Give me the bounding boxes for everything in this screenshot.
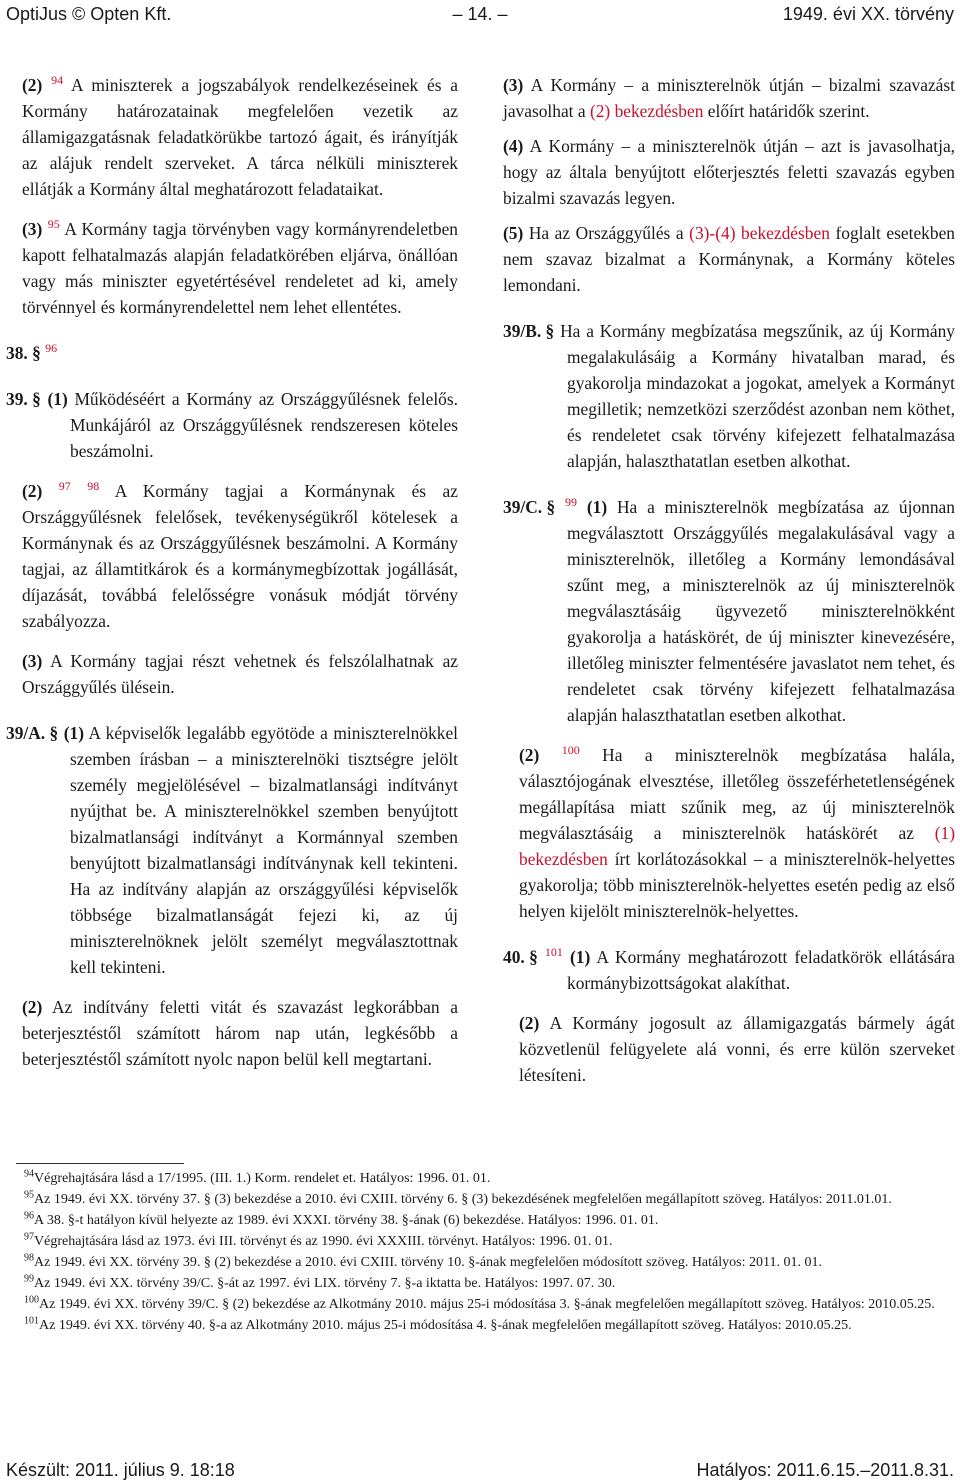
left-column [6,72,458,1072]
paragraph-number: (3) [22,651,43,671]
section-39-paragraph-1 [6,386,458,464]
section-40-paragraph-1 [503,944,955,996]
section-39c-paragraph-1 [503,494,955,728]
paragraph-number: (2) [22,997,43,1017]
section-40-paragraph-2 [503,1010,955,1088]
header-publisher: OptiJus © Opten Kft. [6,4,172,24]
paragraph-text: írt korlátozásokkal – a miniszterelnök-helyettes gyakorolja; több miniszterelnök-helyettes esetén pedig az első helyen kijelölt miniszterelnök-helyettes. [519,849,956,921]
paragraph-text: A Kormány tagjai részt vehetnek és felszólalhatnak az Országgyűlés ülésein. [22,651,459,697]
footnote-ref-99[interactable]: 99 [565,495,578,510]
section-number: 39/B. § [503,321,555,341]
footnote-101: $^{101}$Az 1949. évi XX. törvény 40. §-a az Alkotmány 2010. május 25-i módosítása 4. §-ának megfelelően megállapított szöveg. Hatályos: 2010.05.25. [24,1315,852,1333]
footnote-95: $^{95}$Az 1949. évi XX. törvény 37. § (3) bekezdése a 2010. évi CXIII. törvény 6. § (3) bekezdésének megfelelően megállapított szöveg. Hatályos: 2011.01.01. [24,1189,892,1207]
footnote-ref-98[interactable]: 98 [87,479,100,494]
paragraph-number: (2) [22,481,43,501]
paragraph-text: Az indítvány feletti vitát és szavazást legkorábban a beterjesztéstől számított három nap után, legkésőbb a beterjesztéstől számított nyolc napon belül kell megtartani. [22,997,458,1069]
page-header [0,4,960,25]
paragraph-number: (2) [519,1013,540,1033]
paragraph-3-confidence [503,72,955,124]
paragraph-3 [6,216,458,320]
section-39a-paragraph-2 [6,994,458,1072]
paragraph-text: előírt határidők szerint. [707,101,870,121]
section-number: 38. § [6,343,41,363]
footnote-ref-96[interactable]: 96 [45,341,58,356]
paragraph-text: Működéséért a Kormány az Országgyűlésnek felelős. Munkájáról az Országgyűlésnek rendszeresen köteles beszámolni. [70,389,458,461]
section-number: 40. § [503,947,538,967]
paragraph-number: (1) [63,723,84,743]
paragraph-text: A Kormány tagjai a Kormánynak és az Országgyűlésnek felelősek, tevékenységükről kötelesek a Kormánynak és az Országgyűlésnek beszámolni. A Kormány tagjai, az államtitkárok és a kormánymegbízottak jogállását, díjazását, továbbá felelősségre vonásuk módját törvény szabályozza. [22,481,458,631]
paragraph-number: (1) [47,389,68,409]
footnote-94: $^{94}$Végrehajtására lásd a 17/1995. (III. 1.) Korm. rendelet et. Hatályos: 1996. 01. 01. [24,1168,491,1186]
cross-reference-link[interactable]: (2) bekezdésben [589,101,704,121]
paragraph-4 [503,133,955,211]
footnote-100: $^{100}$Az 1949. évi XX. törvény 39/C. § (2) bekezdése az Alkotmány 2010. május 25-i módosítása 3. §-ának megfelelően megállapított szöveg. Hatályos: 2010.05.25. [24,1294,935,1312]
paragraph-text: A Kormány meghatározott feladatkörök ellátására kormánybizottságokat alakíthat. [567,947,955,993]
page-footer [0,1460,960,1481]
footnote-divider [16,1163,184,1164]
footnote-ref-101[interactable]: 101 [544,945,563,960]
paragraph-number: (3) [503,75,524,95]
paragraph-text: A Kormány jogosult az államigazgatás bármely ágát közvetlenül felügyelete alá vonni, és erre külön szerveket létesíteni. [519,1013,955,1085]
footer-validity-range: Hatályos: 2011.6.15.–2011.8.31. [696,1460,954,1480]
footnote-ref-94[interactable]: 94 [51,73,64,88]
footnotes [2,1168,956,1336]
paragraph-number: (2) [519,745,540,765]
paragraph-text: A miniszterek a jogszabályok rendelkezéseinek és a Kormány határozatainak megfelelően vezetik az államigazgatásnak feladatkörükbe tartozó ágait, és irányítják az alájuk rendelt szerveket. A tárca nélküli miniszterek ellátják a Kormány által meghatározott feladataikat. [22,75,458,199]
paragraph-text: A Kormány – a miniszterelnök útján – bizalmi szavazást javasolhat a [503,75,956,121]
section-39-paragraph-2 [6,478,458,634]
footnote-ref-100[interactable]: 100 [561,743,580,758]
paragraph-number: (2) [22,75,43,95]
paragraph-number: (1) [586,497,608,517]
section-39-paragraph-3 [6,648,458,700]
paragraph-text: A Kormány – a miniszterelnök útján – azt is javasolhatja, hogy az általa benyújtott előterjesztés feletti szavazás egyben bizalmi szavazás legyen. [503,136,956,208]
cross-reference-link[interactable]: (3)-(4) bekezdésben [689,223,830,243]
footer-generated-date: Készült: 2011. július 9. 18:18 [6,1460,235,1480]
footnote-99: $^{99}$Az 1949. évi XX. törvény 39/C. §-át az 1997. évi LIX. törvény 7. §-a iktatta be. Hatályos: 1997. 07. 30. [24,1273,616,1291]
footnote-97: $^{97}$Végrehajtására lásd az 1973. évi III. törvényt és az 1990. évi XXXIII. törvényt. Hatályos: 1996. 01. 01. [24,1231,613,1249]
paragraph-number: (3) [22,219,43,239]
right-column [503,72,955,1088]
footnote-96: $^{96}$A 38. §-t hatályon kívül helyezte az 1989. évi XXXI. törvény 38. §-ának (6) bekezdése. Hatályos: 1996. 01. 01. [24,1210,659,1228]
paragraph-text: Ha a miniszterelnök megbízatása halála, választójogának elvesztése, illetőleg összeférhetetlenségének megállapítása miatt szűnik meg, az új miniszterelnök megválasztásáig a miniszterelnök hatáskörét az [519,745,956,843]
paragraph-text: Ha az Országgyűlés a [528,223,684,243]
paragraph-2 [6,72,458,202]
header-law-title: 1949. évi XX. törvény [782,4,954,24]
section-38 [6,340,458,366]
paragraph-text: Ha a miniszterelnök megbízatása az újonnan megválasztott Országgyűlés megalakulásával vagy a miniszterelnök, illetőleg a Kormány lemondásával szűnt meg, a miniszterelnök az új miniszterelnök megválasztásáig ügyvezető miniszterelnökként gyakorolja a hatáskörét, de új miniszter kinevezésére, illetőleg miniszter felmentésére javaslatot nem tehet, és rendeletet csak törvény kifejezett felhatalmazása alapján halaszthatatlan esetben alkothat. [567,497,955,725]
paragraph-text: foglalt esetekben nem szavaz bizalmat a Kormánynak, a Kormány köteles lemondani. [503,223,955,295]
footnote-98: $^{98}$Az 1949. évi XX. törvény 39. § (2) bekezdése a 2010. évi CXIII. törvény 10. §-ának megfelelően módosított szöveg. Hatályos: 2011. 01. 01. [24,1252,822,1270]
paragraph-number: (4) [503,136,524,156]
paragraph-number: (5) [503,223,524,243]
section-39b [503,318,955,474]
section-39c-paragraph-2 [503,742,955,924]
section-number: 39/C. § [503,497,556,517]
footnote-ref-97[interactable]: 97 [58,479,71,494]
section-number: 39/A. § [6,723,59,743]
paragraph-text: A Kormány tagja törvényben vagy kormányrendeletben kapott felhatalmazás alapján feladatkörében eljárva, önállóan vagy más miniszter egyetértésével rendeletet ad ki, amely törvénnyel és kormányrendelettel nem lehet ellentétes. [22,219,458,317]
cross-reference-link[interactable]: (1) bekezdésben [519,823,955,869]
paragraph-5 [503,220,955,298]
footnote-ref-95[interactable]: 95 [47,217,60,232]
section-number: 39. § [6,389,41,409]
paragraph-number: (1) [569,947,591,967]
header-page-number: – 14. – [452,4,508,24]
section-39a-paragraph-1 [6,720,458,980]
paragraph-text: A képviselők legalább egyötöde a miniszterelnökkel szemben írásban – a miniszterelnöki tisztségre jelölt személy megjelölésével – bizalmatlansági indítványt nyújthat be. A miniszterelnökkel szemben benyújtott bizalmatlansági indítványt a Kormánnyal szemben benyújtott bizalmatlansági indítványnak kell tekinteni. Ha az indítvány alapján az országgyűlési képviselők többsége bizalmatlanságát fejezi ki, az új miniszterelnöknek jelölt személyt megválasztottnak kell tekinteni. [70,723,458,977]
paragraph-text: Ha a Kormány megbízatása megszűnik, az új Kormány megalakulásáig a Kormány hivatalban marad, és gyakorolja mindazokat a jogokat, amelyek a Kormányt megilletik; nemzetközi szerződést azonban nem köthet, és rendeletet csak törvény kifejezett felhatalmazása alapján, halaszthatatlan esetben alkothat. [560,321,955,471]
